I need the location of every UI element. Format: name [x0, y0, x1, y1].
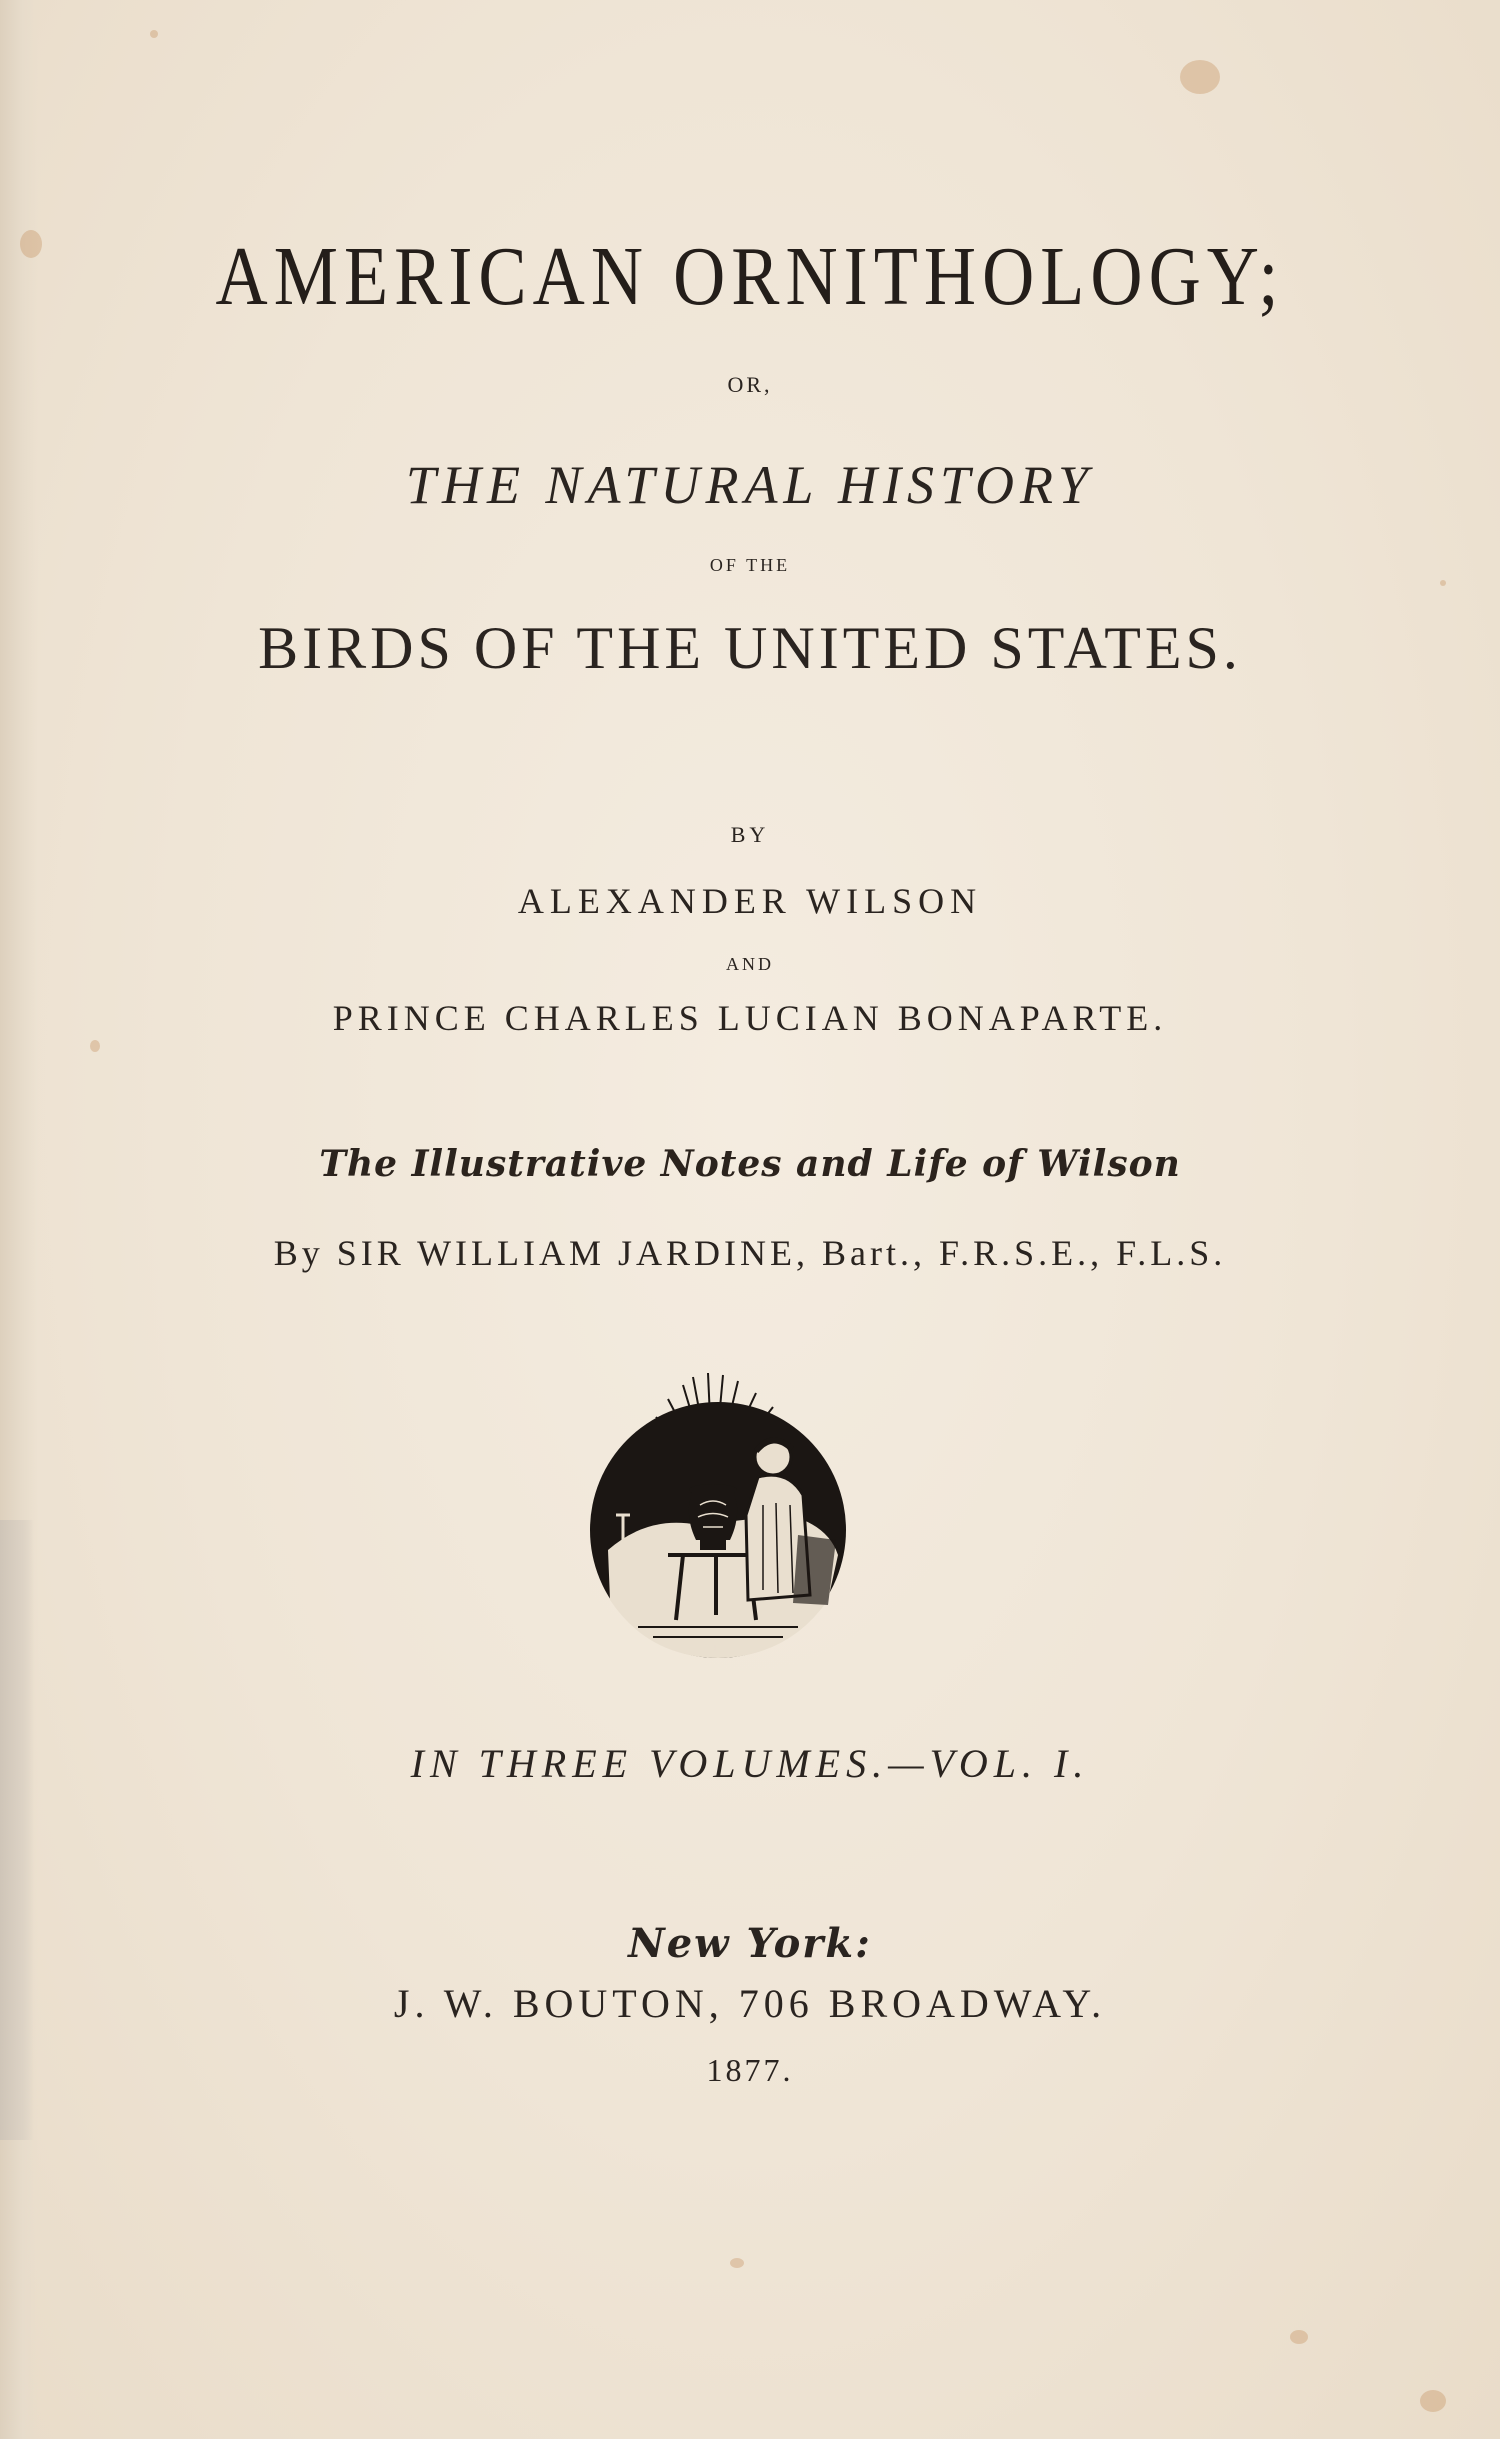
foxing-spot	[1290, 2330, 1308, 2344]
subject-line: BIRDS OF THE UNITED STATES.	[258, 615, 1242, 681]
notes-line: The Illustrative Notes and Life of Wilson	[319, 1143, 1181, 1185]
by-line: BY	[730, 822, 770, 847]
foxing-spot	[1440, 580, 1446, 586]
vignette-illustration	[588, 1365, 858, 1665]
year-line: 1877.	[706, 2052, 794, 2088]
foxing-spot	[150, 30, 158, 38]
publisher-line: J. W. BOUTON, 706 BROADWAY.	[393, 1981, 1107, 2026]
foxing-spot	[730, 2258, 744, 2268]
foxing-spot	[20, 230, 42, 258]
conjunction-or: OR,	[727, 372, 773, 397]
place-line: New York:	[628, 1920, 872, 1967]
foxing-spot	[1180, 60, 1220, 94]
author-bonaparte: PRINCE CHARLES LUCIAN BONAPARTE.	[332, 998, 1168, 1038]
foxing-spot	[90, 1040, 100, 1052]
volumes-line: IN THREE VOLUMES.—VOL. I.	[410, 1741, 1090, 1786]
subtitle: THE NATURAL HISTORY	[405, 455, 1095, 515]
author-wilson: ALEXANDER WILSON	[517, 881, 983, 921]
worn-binding-strip	[0, 1520, 34, 2140]
foxing-spot	[1420, 2390, 1446, 2412]
of-the: OF THE	[709, 555, 791, 575]
chair-pattern	[793, 1535, 836, 1605]
main-title: AMERICAN ORNITHOLOGY;	[215, 230, 1285, 323]
vignette-monogram: HS	[708, 1641, 724, 1655]
editor-line: By SIR WILLIAM JARDINE, Bart., F.R.S.E., F.L.S.	[273, 1233, 1227, 1273]
and-line: AND	[726, 954, 774, 974]
